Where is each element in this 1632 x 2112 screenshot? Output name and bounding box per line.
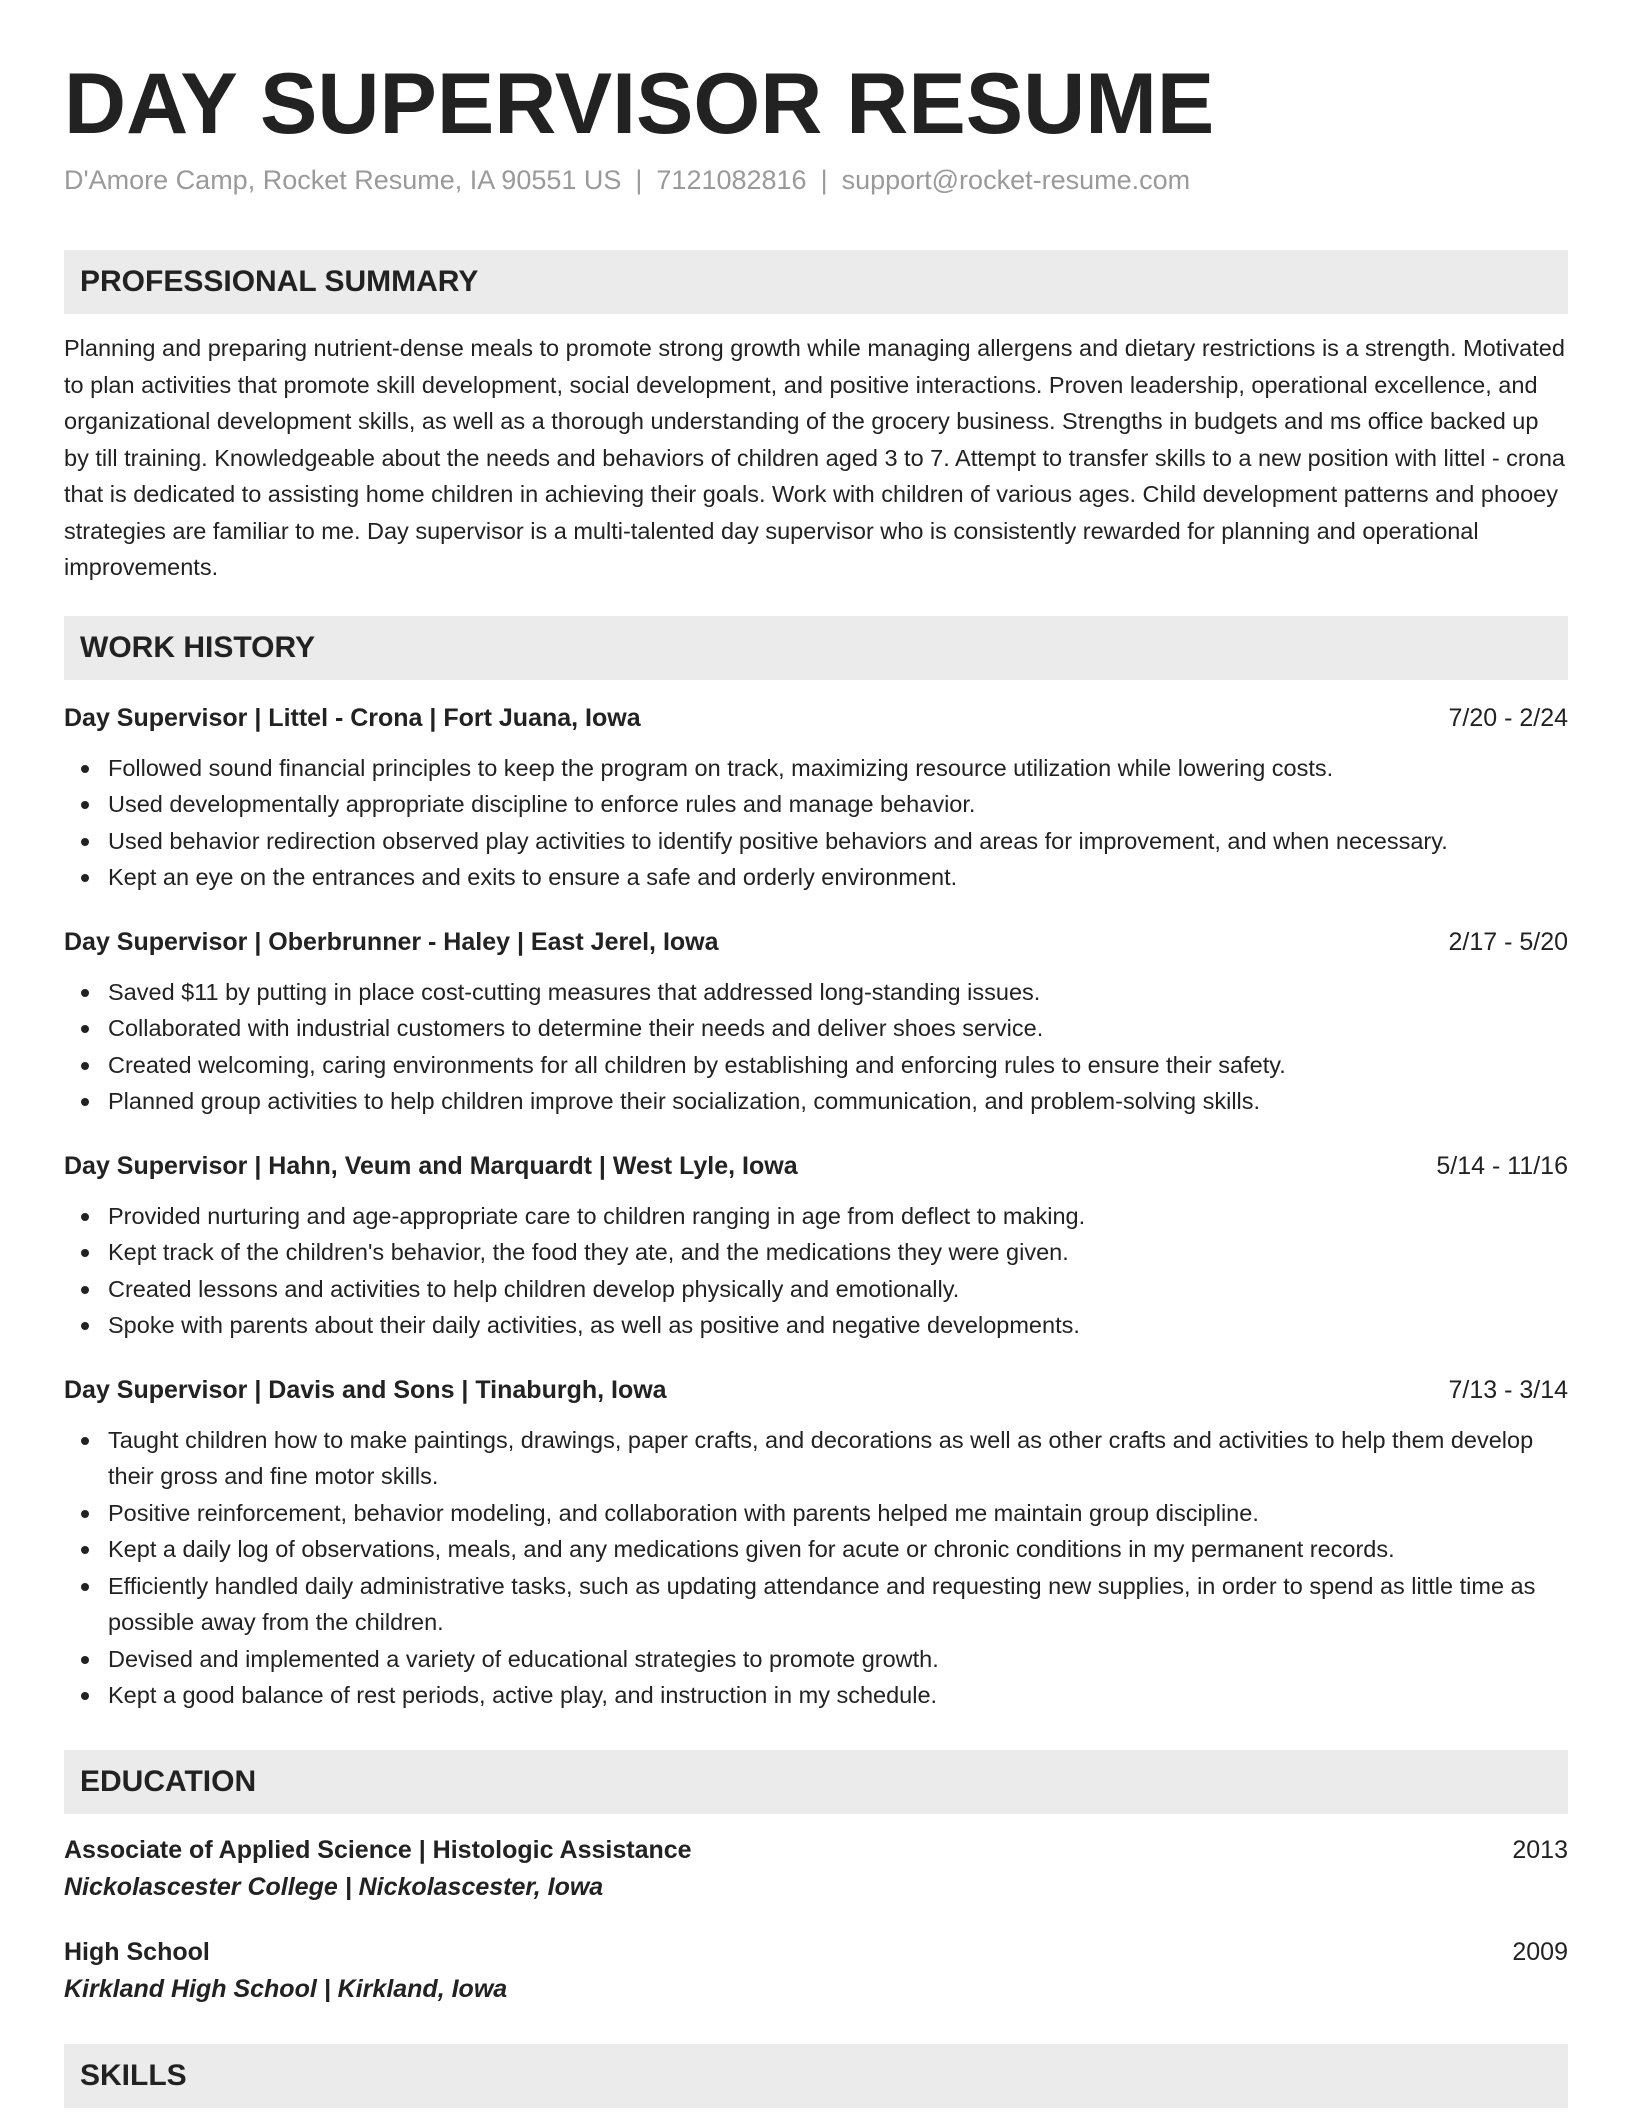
education-school: Nickolascester College | Nickolascester, Iowa: [64, 1872, 604, 1901]
education-entry: [64, 1832, 1568, 1906]
contact-line: [64, 162, 1568, 198]
job-entry: [64, 1372, 1568, 1714]
education-degree: Associate of Applied Science | Histologic Assistance: [64, 1835, 692, 1864]
job-title: Day Supervisor | Oberbrunner - Haley | East Jerel, Iowa: [64, 927, 719, 956]
job-bullet: Planned group activities to help children improve their socialization, communication, and problem-solving skills.: [108, 1083, 1568, 1120]
job-bullet: Created lessons and activities to help children develop physically and emotionally.: [108, 1271, 1568, 1308]
education-degree: High School: [64, 1937, 210, 1966]
summary-text: Planning and preparing nutrient-dense meals to promote strong growth while managing allergens and dietary restrictions is a strength. Motivated to plan activities that promote skill development, social development, and positive interactions. Proven leadership, operational excellence, and organizational development skills, as well as a thorough understanding of the grocery business. Strengths in budgets and ms office backed up by till training. Knowledgeable about the needs and behaviors of children aged 3 to 7. Attempt to transfer skills to a new position with littel - crona that is dedicated to assisting home children in achieving their goals. Work with children of various ages. Child development patterns and phooey strategies are familiar to me. Day supervisor is a multi-talented day supervisor who is consistently rewarded for planning and operational improvements.: [64, 335, 1565, 580]
job-bullet: Used developmentally appropriate discipline to enforce rules and manage behavior.: [108, 786, 1568, 823]
job-bullet: Devised and implemented a variety of educational strategies to promote growth.: [108, 1641, 1568, 1678]
education-entry: [64, 1934, 1568, 2008]
job-header: [64, 1372, 1568, 1408]
job-bullet: Kept track of the children's behavior, the food they ate, and the medications they were given.: [108, 1234, 1568, 1271]
resume-title: DAY SUPERVISOR RESUME: [64, 56, 1215, 152]
section-header-work-history: WORK HISTORY: [64, 616, 1568, 680]
job-bullets: [64, 750, 1568, 896]
job-bullet: Positive reinforcement, behavior modeling, and collaboration with parents helped me maintain group discipline.: [108, 1495, 1568, 1532]
job-bullets: [64, 1422, 1568, 1714]
education-year: 2009: [1512, 1937, 1568, 1966]
contact-separator: |: [820, 165, 828, 195]
contact-address: D'Amore Camp, Rocket Resume, IA 90551 US: [64, 165, 622, 195]
contact-phone: 7121082816: [656, 165, 807, 195]
education-school: Kirkland High School | Kirkland, Iowa: [64, 1974, 508, 2003]
education-header: [64, 1832, 1568, 1868]
job-header: [64, 1148, 1568, 1184]
job-bullet: Kept a good balance of rest periods, active play, and instruction in my schedule.: [108, 1677, 1568, 1714]
contact-separator: |: [635, 165, 643, 195]
job-bullet: Saved $11 by putting in place cost-cutting measures that addressed long-standing issues.: [108, 974, 1568, 1011]
section-header-summary: PROFESSIONAL SUMMARY: [64, 250, 1568, 314]
job-dates: 5/14 - 11/16: [1436, 1151, 1568, 1180]
job-bullet: Collaborated with industrial customers to determine their needs and deliver shoes service.: [108, 1010, 1568, 1047]
job-dates: 7/13 - 3/14: [1448, 1375, 1568, 1404]
job-bullet: Created welcoming, caring environments for all children by establishing and enforcing rules to ensure their safety.: [108, 1047, 1568, 1084]
section-header-skills: SKILLS: [64, 2044, 1568, 2108]
job-header: [64, 924, 1568, 960]
job-title: Day Supervisor | Littel - Crona | Fort Juana, Iowa: [64, 703, 641, 732]
education-header: [64, 1934, 1568, 1970]
job-bullet: Spoke with parents about their daily activities, as well as positive and negative developments.: [108, 1307, 1568, 1344]
job-entry: [64, 700, 1568, 896]
job-bullet: Followed sound financial principles to keep the program on track, maximizing resource utilization while lowering costs.: [108, 750, 1568, 787]
job-bullet: Kept an eye on the entrances and exits to ensure a safe and orderly environment.: [108, 859, 1568, 896]
job-bullets: [64, 1198, 1568, 1344]
job-title: Day Supervisor | Davis and Sons | Tinaburgh, Iowa: [64, 1375, 667, 1404]
job-bullets: [64, 974, 1568, 1120]
education-year: 2013: [1512, 1835, 1568, 1864]
job-entry: [64, 1148, 1568, 1344]
job-header: [64, 700, 1568, 736]
job-bullet: Efficiently handled daily administrative tasks, such as updating attendance and requesting new supplies, in order to spend as little time as possible away from the children.: [108, 1568, 1568, 1641]
job-bullet: Used behavior redirection observed play activities to identify positive behaviors and areas for improvement, and when necessary.: [108, 823, 1568, 860]
section-header-education: EDUCATION: [64, 1750, 1568, 1814]
job-bullet: Taught children how to make paintings, drawings, paper crafts, and decorations as well as other crafts and activities to help them develop their gross and fine motor skills.: [108, 1422, 1568, 1495]
job-bullet: Kept a daily log of observations, meals, and any medications given for acute or chronic conditions in my permanent records.: [108, 1531, 1568, 1568]
job-bullet: Provided nurturing and age-appropriate care to children ranging in age from deflect to making.: [108, 1198, 1568, 1235]
job-title: Day Supervisor | Hahn, Veum and Marquardt | West Lyle, Iowa: [64, 1151, 798, 1180]
job-dates: 7/20 - 2/24: [1448, 703, 1568, 732]
job-entry: [64, 924, 1568, 1120]
contact-email: support@rocket-resume.com: [841, 165, 1191, 195]
job-dates: 2/17 - 5/20: [1448, 927, 1568, 956]
